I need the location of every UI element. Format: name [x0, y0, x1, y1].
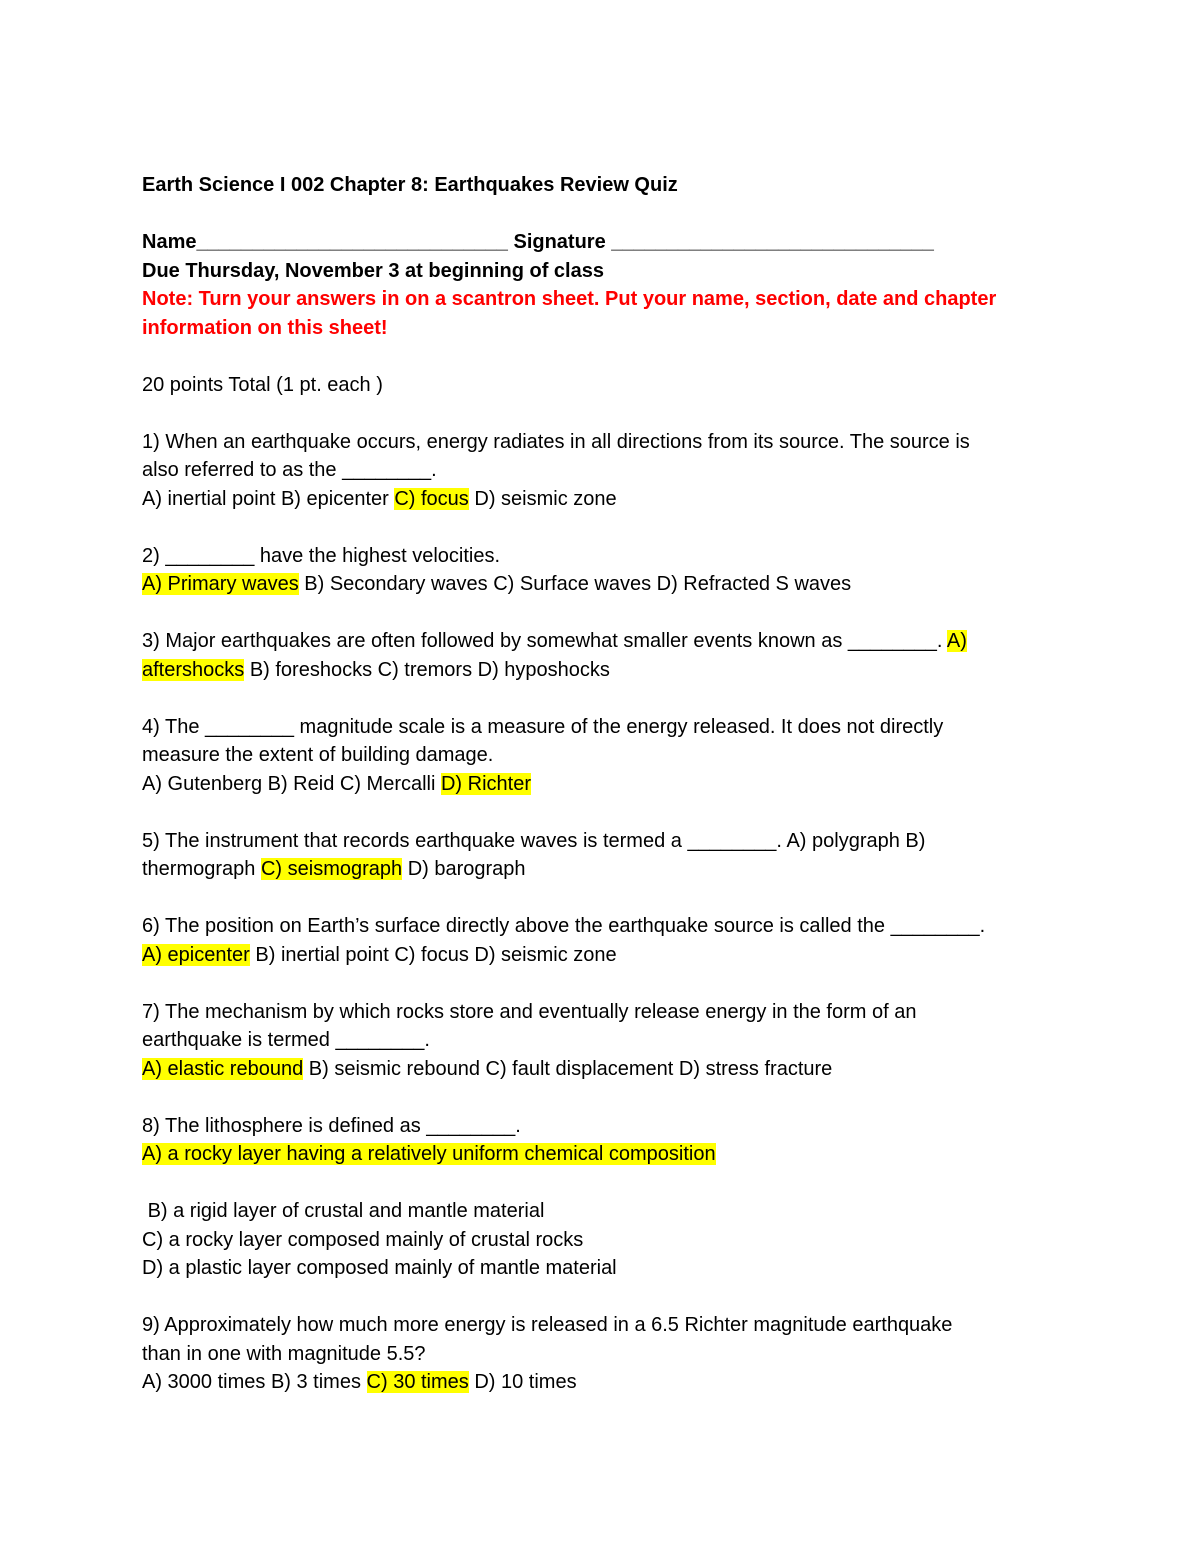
question-6-answer: A) epicenter	[142, 943, 250, 966]
question-1-answer: C) focus	[394, 487, 469, 510]
note-line-1: Note: Turn your answers in on a scantron sheet. Put your name, section, date and chapter	[142, 288, 997, 310]
question-1-options-pre: A) inertial point B) epicenter	[142, 487, 395, 510]
question-5-options-pre: thermograph	[142, 858, 261, 880]
question-9-options-pre: A) 3000 times B) 3 times	[142, 1371, 367, 1393]
note-line-2: information on this sheet!	[142, 316, 388, 339]
question-5-text-line-1: 5) The instrument that records earthquake waves is termed a ________. A) polygraph B)	[142, 829, 926, 852]
question-8-option-d: D) a plastic layer composed mainly of mantle material	[142, 1257, 617, 1279]
question-9-options	[142, 1368, 1052, 1397]
question-7-text-line-2: earthquake is termed ________.	[142, 1029, 430, 1051]
question-3-text-line-1	[142, 627, 1052, 656]
question-1-options	[142, 485, 1052, 514]
question-9-answer: C) 30 times	[366, 1371, 469, 1393]
question-7	[142, 998, 1052, 1084]
question-5-text-line-2	[142, 855, 1052, 884]
name-signature-line: Name____________________________ Signature _____________________________	[142, 231, 934, 253]
question-1-text-line-2: also referred to as the ________.	[142, 459, 437, 481]
question-1	[142, 428, 1052, 514]
question-8	[142, 1112, 1052, 1283]
question-2-options	[142, 570, 1052, 599]
question-4-text-line-2: measure the extent of building damage.	[142, 744, 494, 766]
question-3-options-post: B) foreshocks C) tremors D) hyposhocks	[244, 658, 610, 681]
question-2-options-post: B) Secondary waves C) Surface waves D) Refracted S waves	[298, 573, 852, 595]
question-6-text: 6) The position on Earth’s surface directly above the earthquake source is called the ________.	[142, 915, 986, 937]
question-5	[142, 827, 1052, 884]
question-8-option-c: C) a rocky layer composed mainly of crustal rocks	[142, 1228, 584, 1251]
question-8-answer: A) a rocky layer having a relatively uniform chemical composition	[142, 1143, 716, 1165]
points-total: 20 points Total (1 pt. each )	[142, 373, 383, 396]
question-3-text-pre: 3) Major earthquakes are often followed by somewhat smaller events known as ________.	[142, 630, 947, 652]
question-1-options-post: D) seismic zone	[468, 487, 617, 510]
question-3-text-line-2	[142, 656, 1052, 685]
question-3-answer-letter: A)	[946, 630, 967, 652]
question-8-option-a-line	[142, 1140, 1052, 1169]
question-5-options-post: D) barograph	[402, 858, 526, 880]
question-6-options-post: B) inertial point C) focus D) seismic zone	[249, 943, 617, 966]
question-7-options-post: B) seismic rebound C) fault displacement D) stress fracture	[303, 1057, 833, 1080]
question-5-answer: C) seismograph	[260, 858, 403, 880]
question-6	[142, 912, 1052, 969]
question-4-options-pre: A) Gutenberg B) Reid C) Mercalli	[142, 772, 441, 795]
question-4-text-line-1: 4) The ________ magnitude scale is a measure of the energy released. It does not directly	[142, 715, 944, 738]
question-9-options-post: D) 10 times	[468, 1371, 577, 1393]
question-8-option-b: B) a rigid layer of crustal and mantle material	[142, 1200, 545, 1222]
question-9-text-line-1: 9) Approximately how much more energy is released in a 6.5 Richter magnitude earthquake	[142, 1314, 953, 1336]
question-4-answer: D) Richter	[440, 772, 531, 795]
due-date: Due Thursday, November 3 at beginning of class	[142, 259, 604, 282]
question-1-text-line-1: 1) When an earthquake occurs, energy radiates in all directions from its source. The source is	[142, 430, 970, 453]
question-9-text-line-2: than in one with magnitude 5.5?	[142, 1342, 426, 1365]
question-7-text-line-1: 7) The mechanism by which rocks store and eventually release energy in the form of an	[142, 1000, 917, 1023]
question-8-text: 8) The lithosphere is defined as ________.	[142, 1114, 521, 1137]
question-2	[142, 542, 1052, 599]
question-4-options	[142, 770, 1052, 799]
question-7-answer: A) elastic rebound	[142, 1057, 304, 1080]
question-9	[142, 1311, 1052, 1397]
question-4	[142, 713, 1052, 799]
question-7-options	[142, 1055, 1052, 1084]
question-6-options	[142, 941, 1052, 970]
quiz-content	[142, 171, 1052, 1397]
question-3-answer: aftershocks	[142, 658, 245, 681]
page-title: Earth Science I 002 Chapter 8: Earthquakes Review Quiz	[142, 174, 678, 196]
question-3	[142, 627, 1052, 684]
question-2-answer: A) Primary waves	[142, 573, 299, 595]
question-2-text: 2) ________ have the highest velocities.	[142, 544, 501, 567]
